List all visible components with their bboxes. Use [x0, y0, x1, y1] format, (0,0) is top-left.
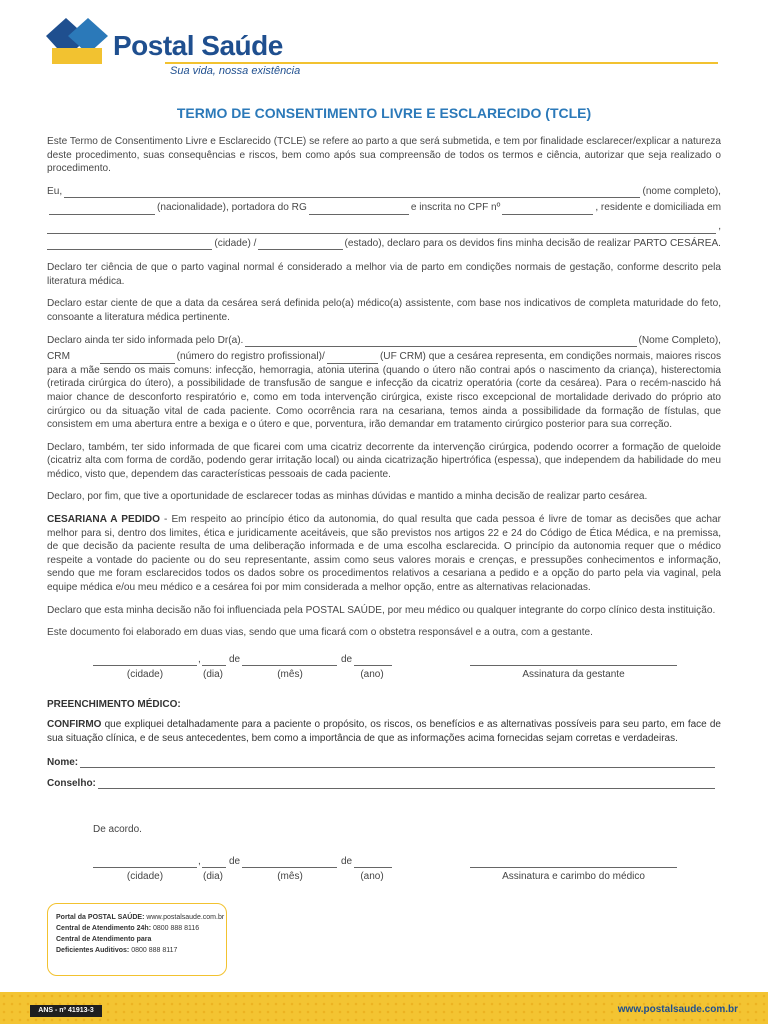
city-line	[47, 237, 721, 251]
conselho-label: Conselho:	[47, 778, 96, 789]
crm-label: CRM	[47, 351, 70, 363]
date2-year-field[interactable]	[354, 857, 392, 868]
cesariana-text: - Em respeito ao princípio ético da autonomia, do qual resulta que cada pessoa é livre de tomar as decisões que achar melhor para si, dentro dos limites, ética e juridicamente aceitáveis, que são previstos nos artigos 22 e 24 do Código de Ética Médica, e na premissa, de que decisão da paciente resulta de uma deliberação informada e de uma escolha esclarecida. O princípio da autonomia requer que o médico respeite a vontade do paciente ou do seu representante, assim como seus valores morais e crenças, e pressupões conhecimentos e informação, sendo que me foram esclarecidos todos os dados sobre os procedimentos relativos a cesariana a pedido e a opção do parto pela via vaginal, pela equipe médica e/ou meu médico e a cesárea foi por mim considerada a melhor opção, entre as alternativas relacionadas.	[47, 514, 721, 594]
cpf-label: e inscrita no CPF nº	[410, 202, 501, 214]
date2-city-field[interactable]	[93, 857, 197, 868]
doctor-name-label: (Nome Completo),	[638, 334, 721, 346]
doctor-name-field[interactable]	[245, 336, 636, 347]
date1-month-field[interactable]	[242, 655, 337, 666]
paragraph-5: Declaro, por fim, que tive a oportunidade de esclarecer todas as minhas dúvidas e mantido a minha decisão de realizar parto cesárea.	[47, 491, 648, 503]
date2-de1: de	[229, 856, 241, 867]
date2-year-label: (ano)	[360, 871, 384, 882]
date1-year-label: (ano)	[360, 669, 384, 680]
cpf-field[interactable]	[502, 204, 593, 215]
full-name-field[interactable]	[64, 187, 640, 198]
informed-label: Declaro ainda ter sido informada pelo Dr(a).	[47, 334, 244, 346]
doctor-line	[47, 334, 721, 348]
brand-name: Postal Saúde	[113, 30, 283, 61]
date1-city-label: (cidade)	[126, 669, 164, 680]
paragraph-6	[47, 513, 721, 595]
conselho-field[interactable]	[98, 778, 715, 789]
date2-city-label: (cidade)	[126, 871, 164, 882]
paragraph-4: Declaro, também, ter sido informada de que ficarei com uma cicatriz decorrente da intervenção cirúrgica, podendo ocorrer a formação de queloide (cicatriz alta com forma de cordão, podendo gerar irritação local) ou ainda cicatrização hipertrófica (espessa), que independem da habilidade do meu médico, visto que, dependem das características pessoais de cada paciente.	[47, 441, 721, 480]
date1-de2: de	[341, 654, 353, 665]
central-label: Central de Atendimento 24h:	[56, 925, 152, 932]
address-field[interactable]	[47, 223, 716, 234]
date2-month-field[interactable]	[242, 857, 337, 868]
portal-label: Portal da POSTAL SAÚDE:	[56, 914, 145, 921]
city-field[interactable]	[47, 239, 212, 250]
date1-day-label: (dia)	[202, 669, 223, 680]
date1-comma: ,	[198, 654, 201, 665]
rg-field[interactable]	[309, 204, 409, 215]
de-acordo: De acordo.	[93, 824, 142, 835]
intro-paragraph: Este Termo de Consentimento Livre e Esclarecido (TCLE) se refere ao parto a que será submetida, e tem por finalidade esclarecer/explicar a natureza deste procedimento, suas consequências e riscos, bem como após sua compreensão de todos os termos e ciência, autorizar que seja realizado o procedimento.	[47, 136, 721, 175]
header-divider	[165, 62, 718, 64]
paragraph-7: Declaro que esta minha decisão não foi influenciada pela POSTAL SAÚDE, por meu médico ou qualquer integrante do corpo clínico desta instituição.	[47, 604, 716, 616]
residence-label: , residente e domiciliada em	[595, 202, 721, 214]
medico-signature-label: Assinatura e carimbo do médico	[502, 871, 645, 882]
nome-label: Nome:	[47, 757, 79, 768]
city-label: (cidade) /	[214, 237, 257, 249]
confirmo-text: que expliquei detalhadamente para a paciente o propósito, os riscos, os benefícios e as alternativas possíveis para seu parto, em face de sua situação clínica, e de seus antecedentes, bem como a importância de que as informações acima fornecidas sejam corretas e verdadeiras.	[47, 719, 721, 744]
identity-line	[47, 201, 721, 215]
date1-month-label: (mês)	[277, 669, 303, 680]
confirmo-paragraph	[47, 718, 721, 745]
crm-line	[47, 350, 721, 364]
date1-city-field[interactable]	[93, 655, 197, 666]
date2-day-label: (dia)	[202, 871, 223, 882]
paragraph-1: Declaro ter ciência de que o parto vaginal normal é considerado a melhor via de parto em condições normais de gestação, conforme descrito pela literatura médica.	[47, 262, 721, 287]
date1-year-field[interactable]	[354, 655, 392, 666]
paragraph-8: Este documento foi elaborado em duas vias, sendo que uma ficará com o obstetra responsável e a outra, com a gestante.	[47, 627, 593, 639]
deficientes-label-1: Central de Atendimento para	[56, 936, 152, 943]
nationality-field[interactable]	[49, 204, 155, 215]
nome-field[interactable]	[80, 757, 715, 768]
full-name-label: (nome completo),	[642, 185, 721, 197]
date2-de2: de	[341, 856, 353, 867]
state-label: (estado), declaro para os devidos fins minha decisão de realizar PARTO CESÁREA.	[344, 237, 721, 249]
date2-comma: ,	[198, 856, 201, 867]
document-title: TERMO DE CONSENTIMENTO LIVRE E ESCLARECIDO (TCLE)	[176, 105, 592, 121]
paragraph-3: para a mãe sendo os mais comuns: infecção, hemorragia, atonia uterina (quando o útero não contrai após o nascimento da criança), histerectomia (retirada cirúrgica do útero), a possibilidade de transfusão de sangue e infecção da cicatriz operatória (corte da cesárea). Para o recém-nascido há maior chance de desconforto respiratório e, como em toda intervenção cirúrgica, existe risco excepcional de mortalidade derivado do próprio ato cirúrgico ou da situação vital de cada paciente. Como ocorrência rara na cesariana, temos ainda a possibilidade da formação de fístulas, que consistem em uma abertura entre a bexiga e o útero e que, porventura, irão demandar em tratamento cirúrgico posterior para sua correção.	[47, 364, 721, 431]
paragraph-2: Declaro estar ciente de que a data da cesárea será definida pelo(a) médico(a) assistente, com base nos indicativos de completa maturidade do feto, consoante a literatura médica pertinente.	[47, 298, 721, 323]
deficientes-label-2: Deficientes Auditivos:	[56, 947, 130, 954]
state-field[interactable]	[258, 239, 342, 250]
nome-line	[47, 757, 717, 768]
uf-crm-field[interactable]	[327, 353, 378, 364]
gestante-signature-label: Assinatura da gestante	[522, 669, 625, 680]
uf-crm-label: (UF CRM) que a cesárea representa, em condições normais, maiores riscos	[379, 351, 722, 363]
ans-badge: ANS - nº 41913-3	[30, 1005, 102, 1017]
portal-link[interactable]: www.postalsaude.com.br	[144, 914, 225, 921]
crm-field[interactable]	[100, 353, 174, 364]
date1-day-field[interactable]	[202, 655, 226, 666]
cesariana-heading: CESARIANA A PEDIDO	[47, 514, 160, 526]
medico-signature-field[interactable]	[470, 857, 677, 868]
name-line	[47, 185, 721, 199]
date2-day-field[interactable]	[202, 857, 226, 868]
address-line: ,	[47, 220, 721, 234]
crm-reg-label: (número do registro profissional)/	[176, 351, 325, 363]
medical-heading: PREENCHIMENTO MÉDICO:	[47, 699, 181, 710]
document-body	[47, 135, 721, 649]
conselho-line	[47, 778, 717, 789]
gestante-signature-field[interactable]	[470, 655, 677, 666]
brand-tagline: Sua vida, nossa existência	[170, 65, 301, 77]
footer-website-link[interactable]: www.postalsaude.com.br	[617, 1004, 738, 1015]
deficientes-phone: 0800 888 8117	[129, 947, 178, 954]
nationality-label: (nacionalidade), portadora do RG	[157, 202, 307, 214]
date1-de1: de	[229, 654, 241, 665]
central-phone: 0800 888 8116	[151, 925, 200, 932]
confirmo-label: CONFIRMO	[47, 719, 102, 730]
contact-box	[47, 903, 227, 976]
eu-label: Eu,	[47, 185, 63, 197]
postal-saude-logo-icon	[46, 18, 108, 64]
date2-month-label: (mês)	[277, 871, 303, 882]
